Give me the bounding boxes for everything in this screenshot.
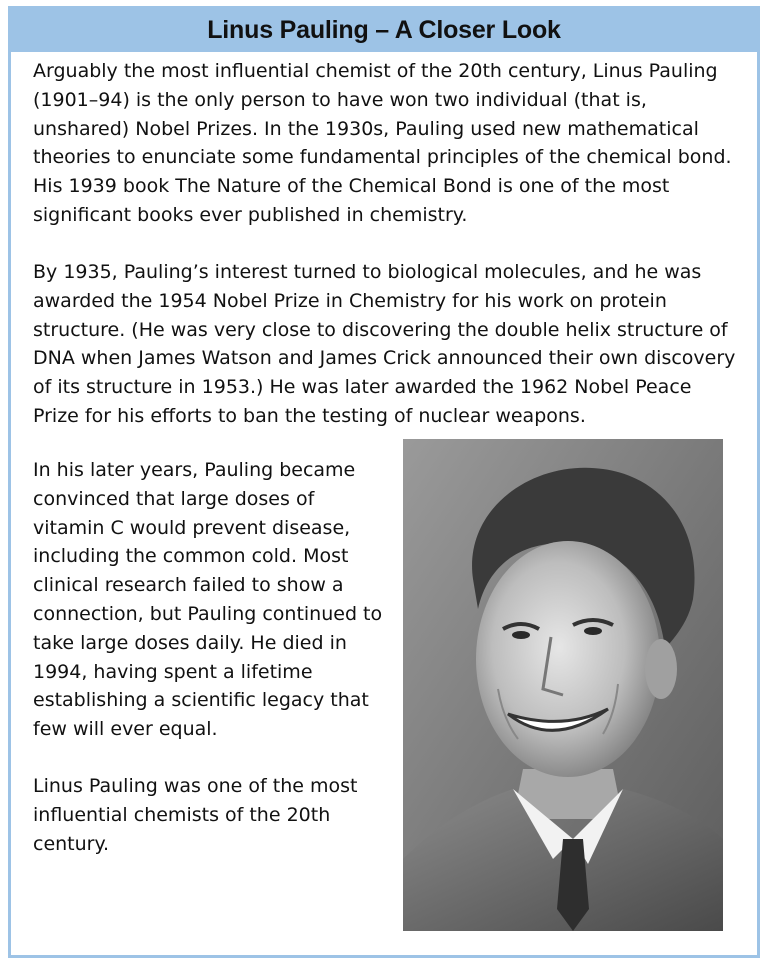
paragraph-intro: Arguably the most influential chemist of the 20th century, Linus Pauling (1901–94) is the only person to have won two individual (that is, unshared) Nobel Prizes. In the 1930s, Pauling used new mathematical theories to enunciate some fundamental principles of the chemical bond. His 1939 book The Nature of the Chemical Bond is one of the most significant books ever published in chemistry.	[33, 60, 732, 226]
page-title: Linus Pauling – A Closer Look	[207, 16, 561, 44]
title-bar	[11, 9, 757, 52]
content-frame	[8, 6, 760, 958]
portrait-icon	[403, 439, 723, 931]
paragraph-summary: Linus Pauling was one of the most influential chemists of the 20th century.	[33, 775, 358, 855]
paragraph-nobel: By 1935, Pauling’s interest turned to biological molecules, and he was awarded the 1954 Nobel Prize in Chemistry for his work on protein structure. (He was very close to discovering the double helix structure of DNA when James Watson and James Crick announced their own discovery of its structure in 1953.) He was later awarded the 1962 Nobel Peace Prize for his efforts to ban the testing of nuclear weapons.	[33, 261, 736, 427]
portrait-photo	[403, 439, 723, 931]
paragraph-later-years: In his later years, Pauling became convinced that large doses of vitamin C would prevent disease, including the common cold. Most clinical research failed to show a connection, but Pauling continued to take large doses daily. He died in 1994, having spent a lifetime establishing a scientific legacy that few will ever equal.	[33, 459, 383, 741]
